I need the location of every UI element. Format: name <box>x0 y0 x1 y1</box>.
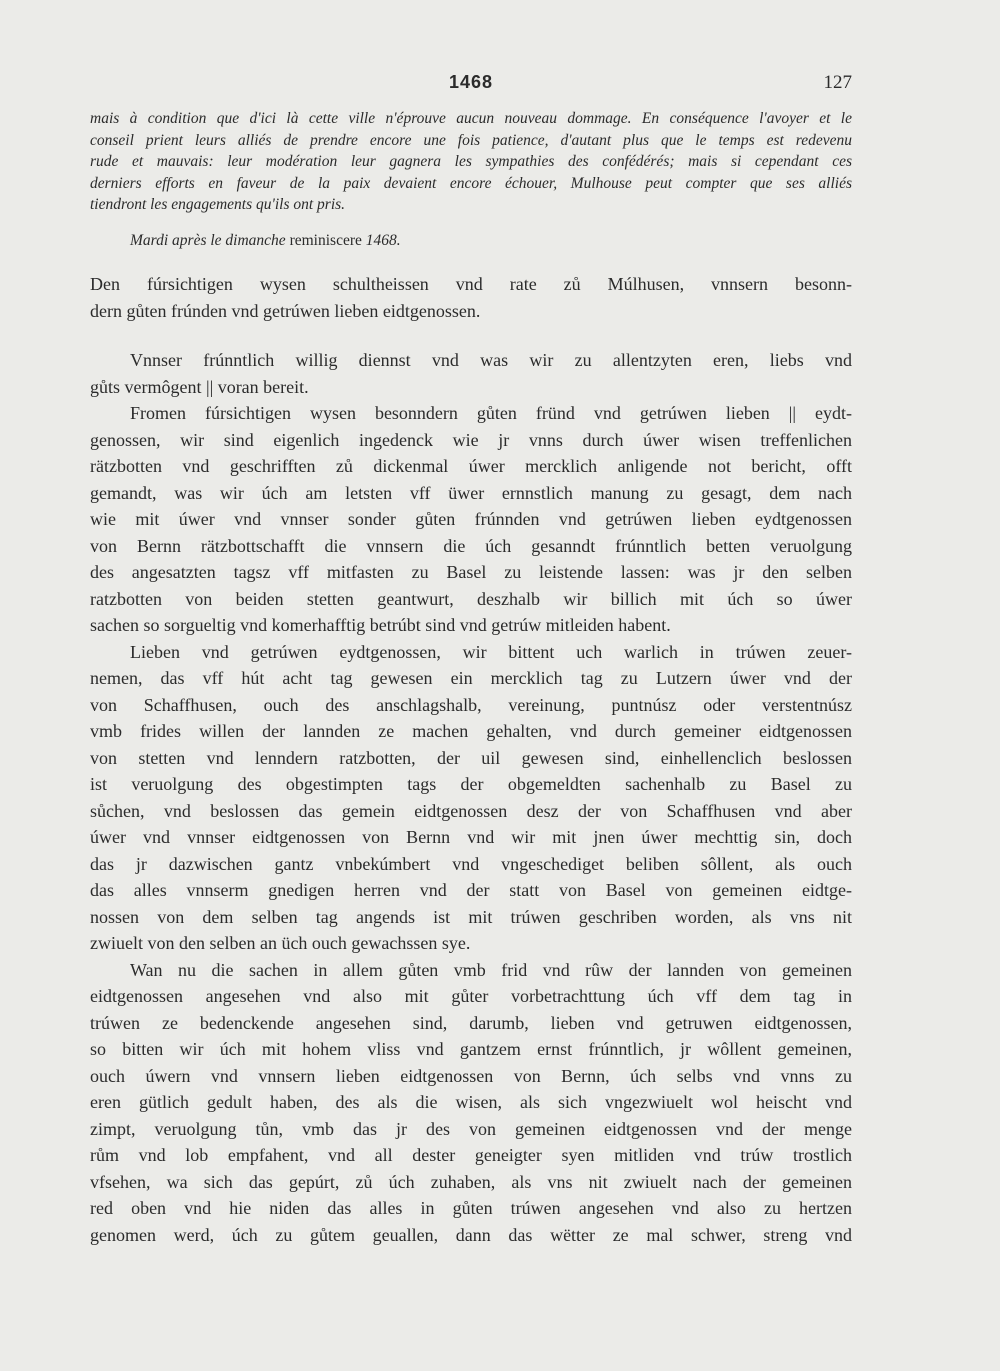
address-line: dern gůten frúnden vnd getrúwen lieben eidtgenossen. <box>90 300 481 321</box>
body-line: eidtgenossen angesehen vnd also mit gůter vorbetrachttung úch vff dem tag in <box>90 986 852 1006</box>
greeting-line: gůts vermôgent || voran bereit. <box>90 376 309 397</box>
body-line: genossen, wir sind eigenlich ingedenck wie jr vnns durch úwer wisen treffenlichen <box>90 429 852 450</box>
body-line: des angesatzten tagsz vff mitfasten zu Basel zu leistende lassen: was jr den selben <box>90 562 852 582</box>
body-line: sůchen, vnd beslossen das gemein eidtgenossen desz der von Schaffhusen vnd aber <box>90 800 852 821</box>
date-middle: reminiscere <box>289 232 362 249</box>
body-line: rätzbotten vnd geschrifften zů dickenmal úwer mercklich anligende not bericht, offt <box>90 456 852 476</box>
body-line: sachen so sorgueltig vnd komerhafftig betrúbt sind vnd getrúw mitleiden habent. <box>90 615 671 635</box>
body-line: zwiuelt von den selben an üch ouch gewachssen sye. <box>90 933 471 953</box>
body-line: so bitten wir úch mit hohem vliss vnd gantzem ernst frúnntlich, jr wôllent gemeinen, <box>90 1039 852 1059</box>
address-line: Den fúrsichtigen wysen schultheissen vnd rate zů Múlhusen, vnnsern besonn- <box>90 274 852 294</box>
body-line: das alles vnnserm gnedigen herren vnd der statt von Basel von gemeinen eidtge- <box>90 880 852 900</box>
summary-line: conseil prient leurs alliés de prendre encore une fois patience, d'autant plus que le temps est redevenu <box>90 131 852 149</box>
date-line <box>130 230 401 251</box>
page-year: 1468 <box>448 72 494 92</box>
summary-line: rude et mauvais: leur modération leur gagnera les sympathies des confédérés; mais si cependant ces <box>90 153 852 170</box>
body-line: trúwen ze bedenckende angesehen sind, darumb, lieben vnd getruwen eidtgenossen, <box>90 1012 852 1033</box>
body-line: Fromen fúrsichtigen wysen besonndern gůten fründ vnd getrúwen lieben || eydt- <box>130 403 852 423</box>
greeting-line: Vnnser frúnntlich willig diennst vnd was wir zu allentzyten eren, liebs vnd <box>130 350 852 370</box>
body-line: zimpt, veruolgung tůn, vmb das jr des von gemeinen eidtgenossen vnd der menge <box>90 1118 852 1139</box>
letter-greeting <box>90 347 852 400</box>
body-line: rům vnd lob empfahent, vnd all dester geneigter syen mitliden vnd trúw trostlich <box>90 1145 852 1165</box>
body-line: das jr dazwischen gantz vnbekúmbert vnd vngeschediget beliben sôllent, als ouch <box>90 853 852 874</box>
page-number: 127 <box>823 72 852 93</box>
body-line: wie mit úwer vnd vnnser sonder gůten frúnnden vnd getrúwen lieben eydtgenossen <box>90 509 852 529</box>
body-line: ratzbotten von beiden stetten geantwurt, deszhalb wir billich mit úch so úwer <box>90 588 852 609</box>
body-line: vfsehen, wa sich das gepúrt, zů úch zuhaben, als vns nit zwiuelt nach der gemeinen <box>90 1171 852 1192</box>
date-year: 1468. <box>365 232 401 249</box>
date-prefix: Mardi après le dimanche <box>130 232 286 249</box>
body-line: Wan nu die sachen in allem gůten vmb frid vnd rûw der lannden von gemeinen <box>130 959 852 980</box>
body-line: gemandt, was wir úch am letsten vff üwer ernnstlich manung zu gesagt, dem nach <box>90 482 852 503</box>
body-line: vmb frides willen der lannden ze machen gehalten, vnd durch gemeiner eidtgenossen <box>90 721 852 741</box>
body-line: úwer vnd vnnser eidtgenossen von Bernn vnd wir mit jnen úwer mechttig sin, doch <box>90 827 852 847</box>
body-line: Lieben vnd getrúwen eydtgenossen, wir bittent uch warlich in trúwen zeuer- <box>130 641 852 662</box>
summary-line: tiendront les engagements qu'ils ont pris. <box>90 196 346 213</box>
body-line: red oben vnd hie niden das alles in gůten trúwen angesehen vnd also zu hertzen <box>90 1198 852 1218</box>
body-line: von stetten vnd lenndern ratzbotten, der uil gewesen sind, einhellenclich beslossen <box>90 747 852 768</box>
body-line: genomen werd, úch zu gůtem geuallen, dann das wëtter ze mal schwer, streng vnd <box>90 1224 852 1245</box>
letter-address <box>90 271 852 324</box>
body-line: ist veruolgung des obgestimpten tags der obgemeldten sachenhalb zu Basel zu <box>90 774 852 794</box>
body-line: von Schaffhusen, ouch des anschlagshalb, vereinung, puntnúsz oder verstentnúsz <box>90 694 852 715</box>
summary-line: mais à condition que d'ici là cette ville n'éprouve aucun nouveau dommage. En conséquence l'avoyer et le <box>90 110 852 127</box>
page-header <box>90 72 852 100</box>
body-line: eren gütlich gedult haben, des als die wisen, als sich vngezwiuelt wol heischt vnd <box>90 1092 852 1112</box>
summary-line: derniers efforts en faveur de la paix devaient encore échouer, Mulhouse peut compter que ses alliés <box>90 174 852 192</box>
french-summary <box>90 108 852 216</box>
body-line: von Bernn rätzbottschafft die vnnsern die úch gesanndt frúnntlich betten veruolgung <box>90 535 852 556</box>
body-line: nossen von dem selben tag angends ist mit trúwen geschriben worden, als vns nit <box>90 906 852 927</box>
body-line: ouch úwern vnd vnnsern lieben eidtgenossen von Bernn, úch selbs vnd vnns zu <box>90 1065 852 1086</box>
body-line: nemen, das vff hút acht tag gewesen ein mercklich tag zu Lutzern úwer vnd der <box>90 668 852 688</box>
letter-body <box>90 400 852 1248</box>
